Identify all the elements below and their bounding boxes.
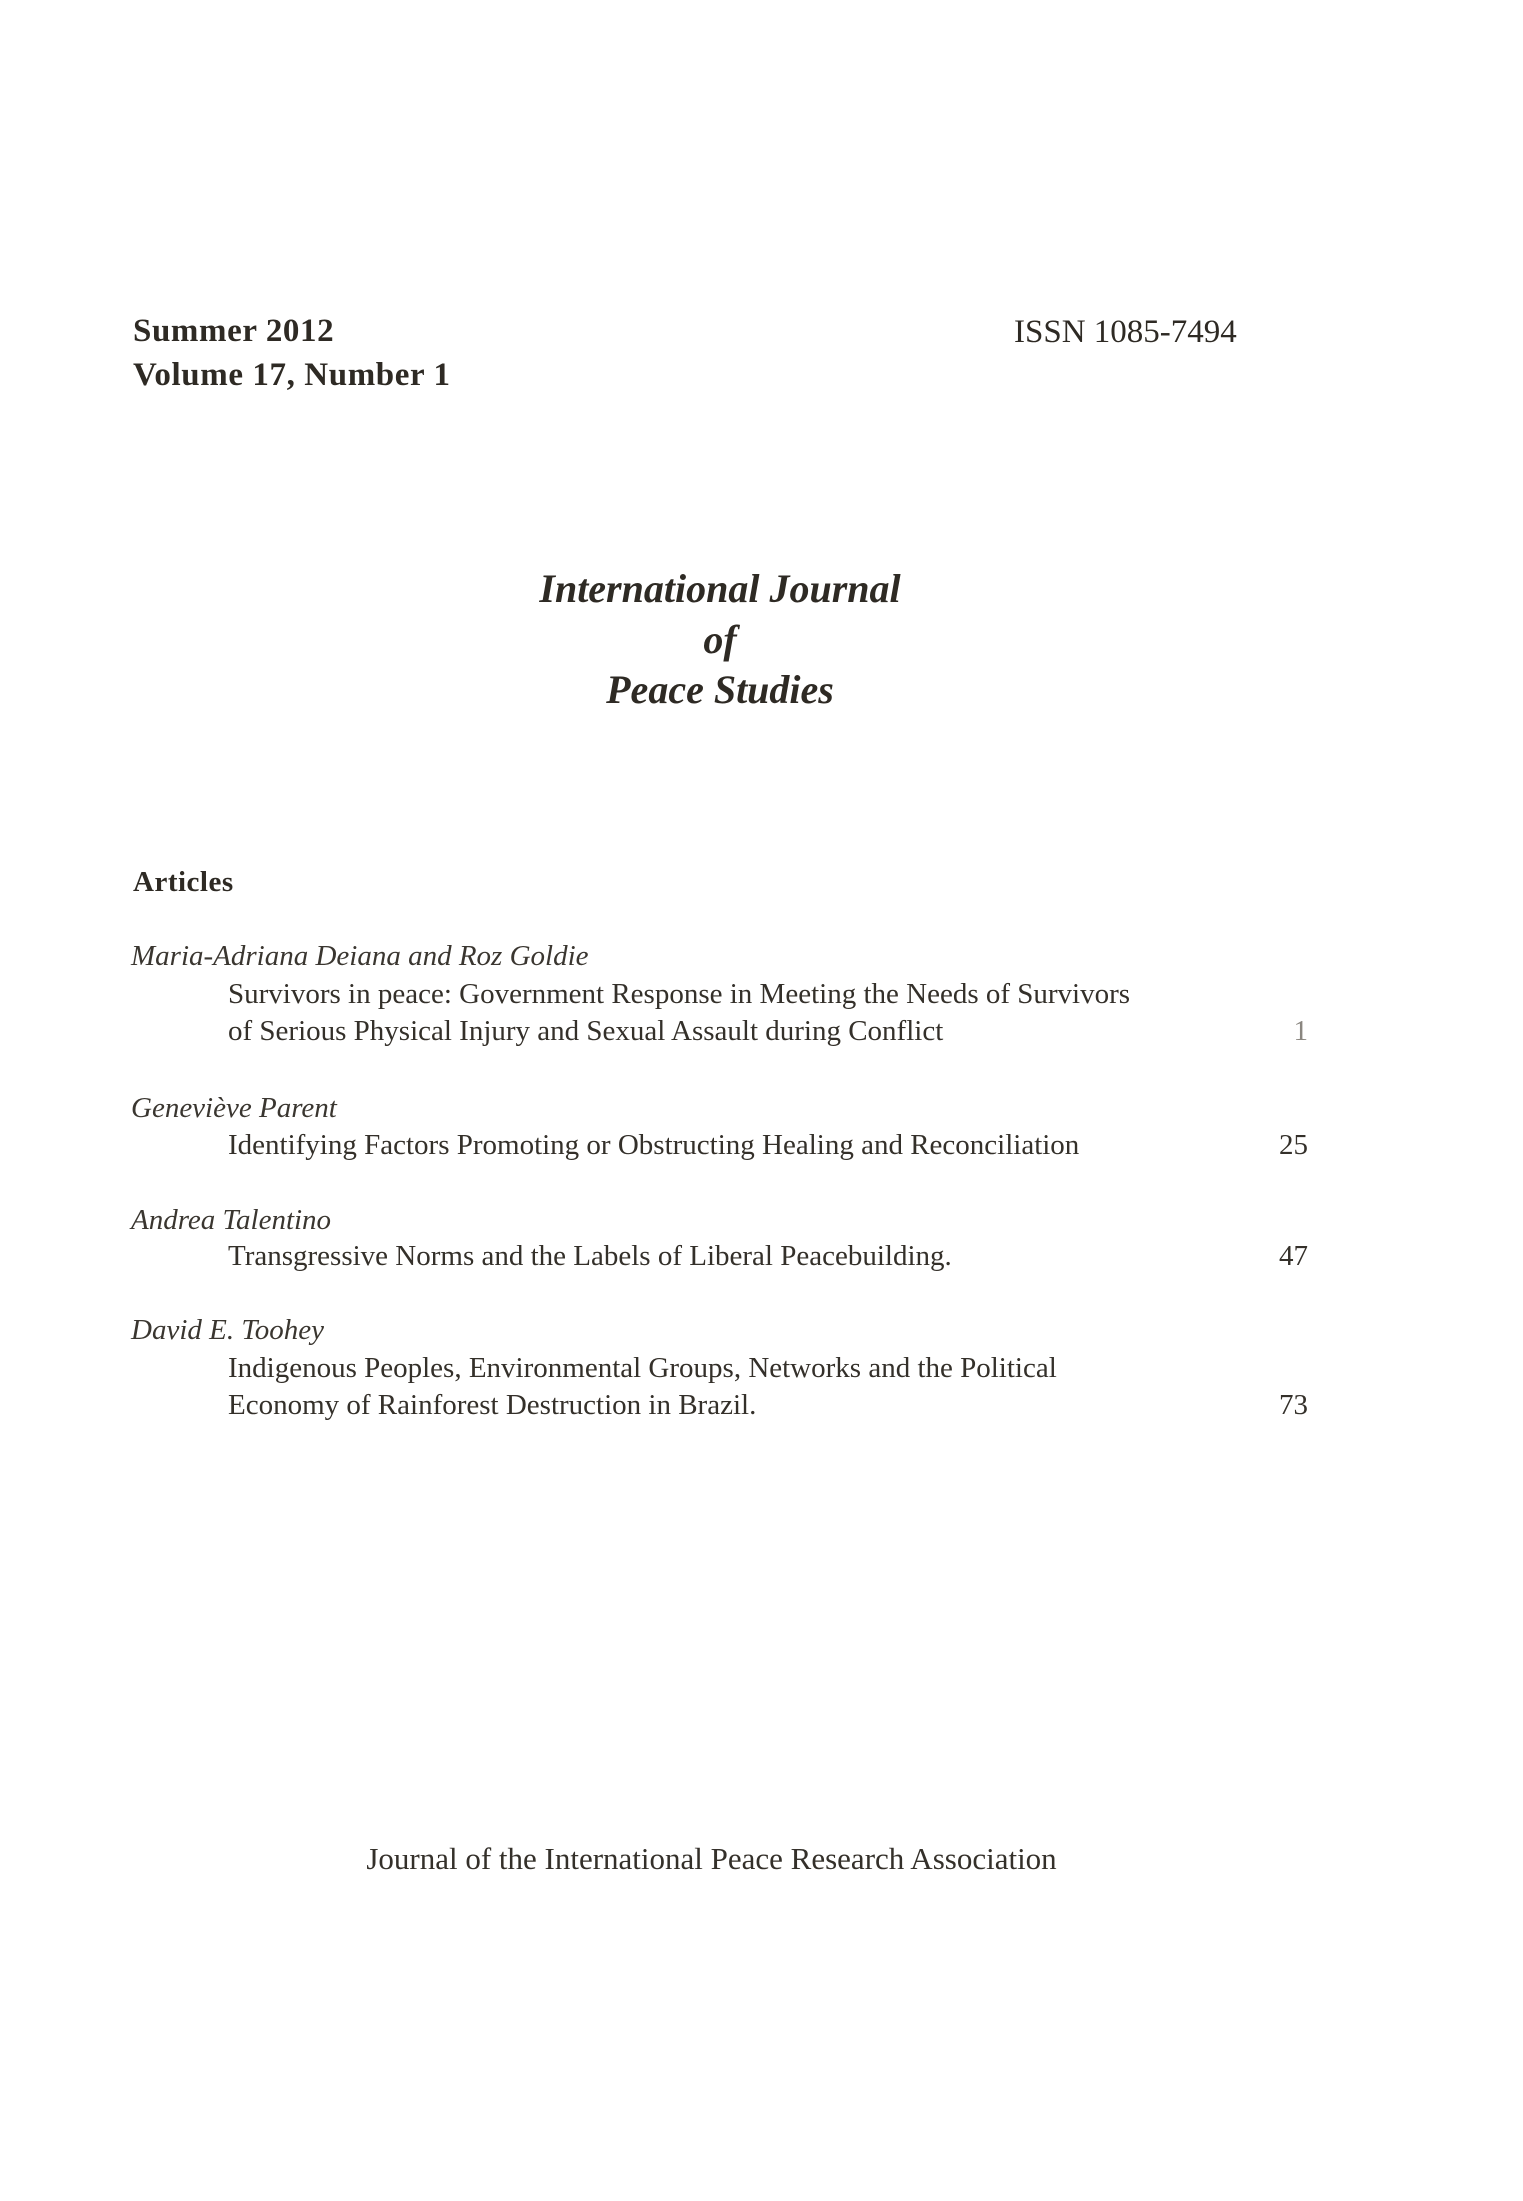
article-author: Maria-Adriana Deiana and Roz Goldie	[131, 940, 589, 972]
page-number: 73	[1279, 1389, 1308, 1421]
article-author: Geneviève Parent	[131, 1092, 337, 1124]
article-title-line[interactable]: Transgressive Norms and the Labels of Liberal Peacebuilding.	[228, 1240, 952, 1272]
journal-title-line-1: International Journal	[539, 566, 901, 611]
articles-heading: Articles	[133, 866, 234, 898]
article-title-line[interactable]: Identifying Factors Promoting or Obstructing Healing and Reconciliation	[228, 1129, 1080, 1161]
issue-volume: Volume 17, Number 1	[133, 357, 451, 393]
issue-season: Summer 2012	[133, 313, 335, 349]
article-author: Andrea Talentino	[131, 1204, 332, 1236]
page-number: 1	[1293, 1015, 1308, 1047]
article-author: David E. Toohey	[131, 1314, 325, 1346]
article-title-line[interactable]: Economy of Rainforest Destruction in Brazil.	[228, 1389, 757, 1421]
article-title-line[interactable]: Indigenous Peoples, Environmental Groups, Networks and the Political	[228, 1352, 1057, 1384]
journal-title-line-3: Peace Studies	[606, 667, 834, 712]
publisher-footer: Journal of the International Peace Research Association	[366, 1841, 1057, 1876]
journal-title-line-2: of	[703, 617, 737, 662]
page-number: 47	[1279, 1240, 1308, 1272]
article-title-line[interactable]: of Serious Physical Injury and Sexual Assault during Conflict	[228, 1015, 944, 1047]
article-title-line[interactable]: Survivors in peace: Government Response in Meeting the Needs of Survivors	[228, 978, 1131, 1010]
page-number: 25	[1279, 1129, 1308, 1161]
issn-number: ISSN 1085-7494	[1014, 314, 1237, 350]
